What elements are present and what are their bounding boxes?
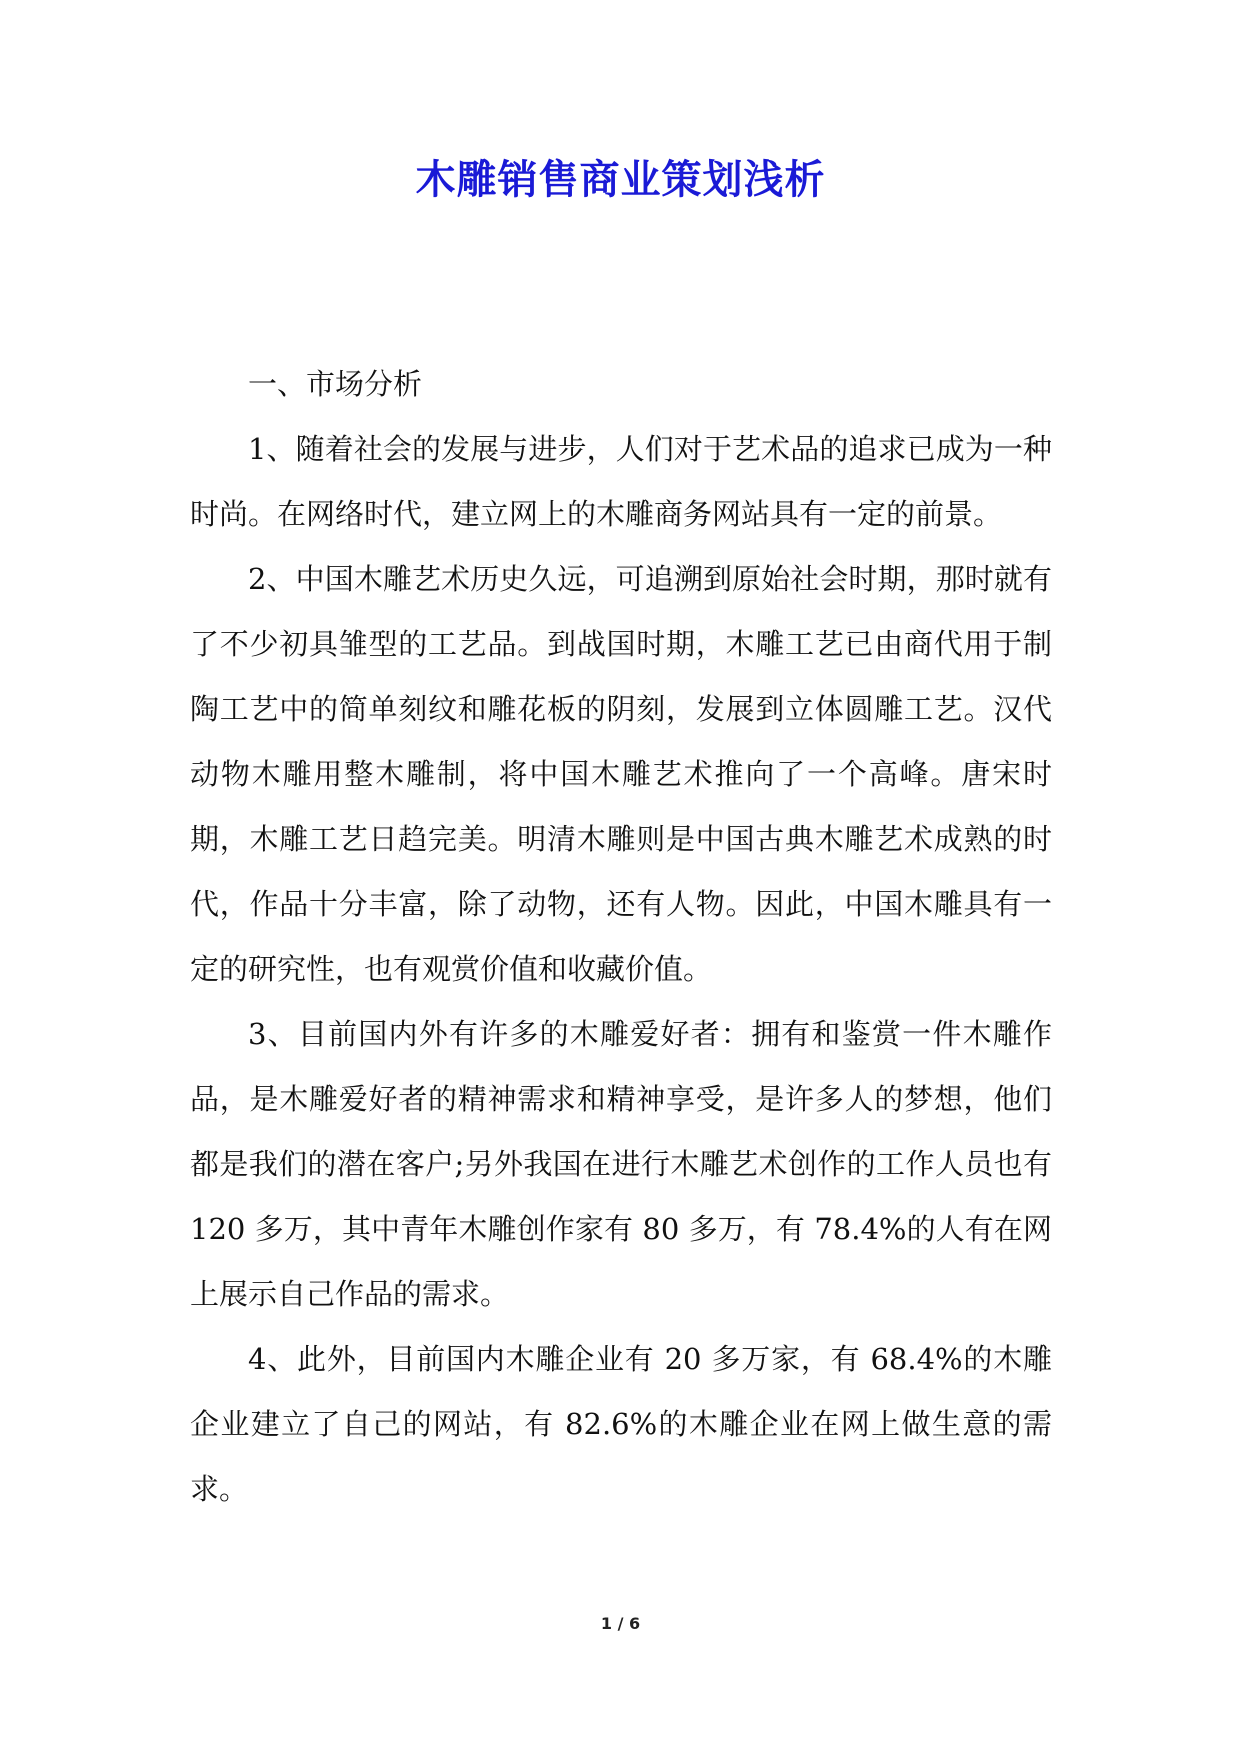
section-heading: 一、市场分析 <box>248 367 423 401</box>
paragraph-1: 1、随着社会的发展与进步，人们对于艺术品的追求已成为一种时尚。在网络时代，建立网上的木雕商务网站具有一定的前景。 <box>190 432 1052 531</box>
paragraph-3: 3、目前国内外有许多的木雕爱好者：拥有和鉴赏一件木雕作品，是木雕爱好者的精神需求和精神享受，是许多人的梦想，他们都是我们的潜在客户;另外我国在进行木雕艺术创作的工作人员也有 120 多万，其中青年木雕创作家有 80 多万，有 78.4%的人有在网上展示自己作品的需求。 <box>190 1017 1052 1311</box>
page-number: 1 / 6 <box>600 1614 641 1633</box>
paragraph-2: 2、中国木雕艺术历史久远，可追溯到原始社会时期，那时就有了不少初具雏型的工艺品。到战国时期，木雕工艺已由商代用于制陶工艺中的简单刻纹和雕花板的阴刻，发展到立体圆雕工艺。汉代动物木雕用整木雕制，将中国木雕艺术推向了一个高峰。唐宋时期，木雕工艺日趋完美。明清木雕则是中国古典木雕艺术成熟的时代，作品十分丰富，除了动物，还有人物。因此，中国木雕具有一定的研究性，也有观赏价值和收藏价值。 <box>190 562 1052 986</box>
document-body <box>190 352 1052 1522</box>
paragraph-4: 4、此外，目前国内木雕企业有 20 多万家，有 68.4%的木雕企业建立了自己的网站，有 82.6%的木雕企业在网上做生意的需求。 <box>190 1342 1052 1506</box>
document-title: 木雕销售商业策划浅析 <box>415 157 826 203</box>
